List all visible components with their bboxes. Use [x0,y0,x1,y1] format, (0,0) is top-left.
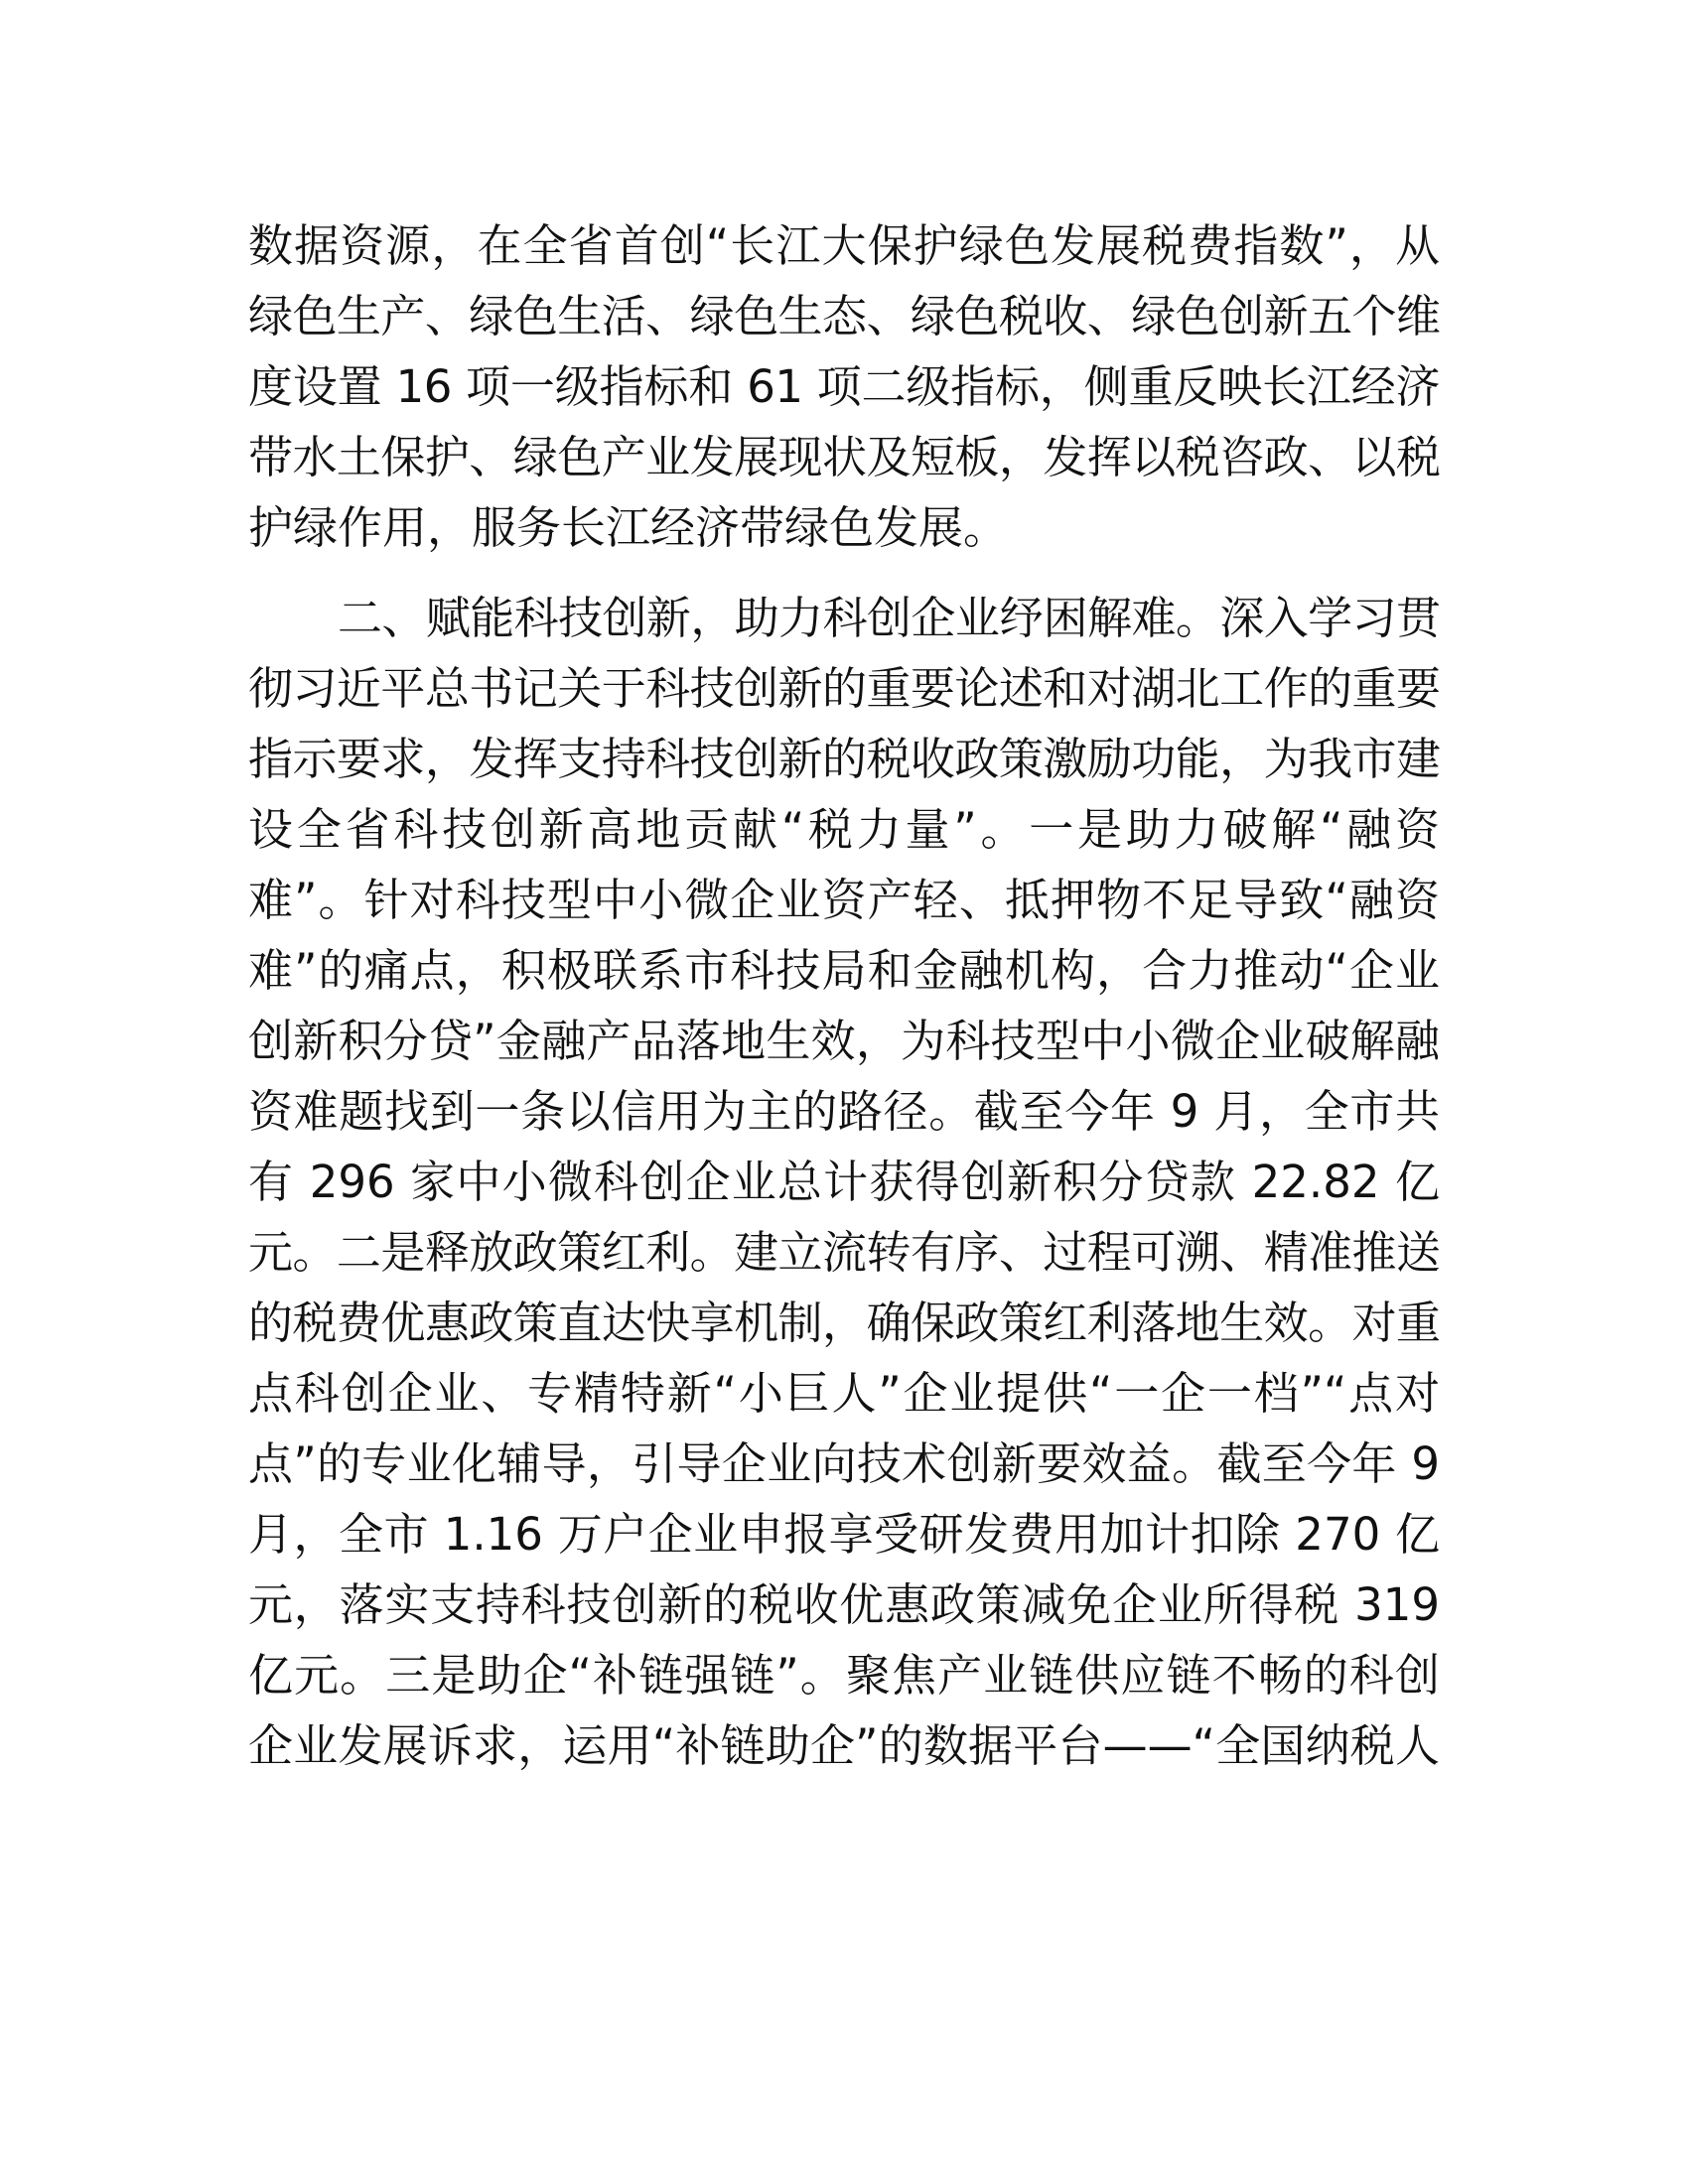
paragraph-spacer [248,563,1440,583]
text-line: 数据资源，在全省首创“长江大保护绿色发展税费指数”，从 [248,219,1440,272]
text-line: 绿色生产、绿色生活、绿色生态、绿色税收、绿色创新五个维 [248,290,1440,342]
paragraph-tech-innovation [248,583,1440,1781]
text-line: 点”的专业化辅导，引导企业向技术创新要效益。截至今年 9 [248,1437,1440,1490]
text-line: 难”。针对科技型中小微企业资产轻、抵押物不足导致“融资 [248,874,1440,926]
text-line: 指示要求，发挥支持科技创新的税收政策激励功能，为我市建 [248,733,1440,785]
text-line: 月，全市 1.16 万户企业申报享受研发费用加计扣除 270 亿 [248,1508,1440,1561]
text-line: 带水土保护、绿色产业发展现状及短板，发挥以税咨政、以税 [248,431,1440,483]
text-line: 点科创企业、专精特新“小巨人”企业提供“一企一档”“点对 [248,1367,1440,1420]
text-line: 创新积分贷”金融产品落地生效，为科技型中小微企业破解融 [248,1015,1440,1067]
text-line: 度设置 16 项一级指标和 61 项二级指标，侧重反映长江经济 [248,360,1440,413]
text-line: 的税费优惠政策直达快享机制，确保政策红利落地生效。对重 [248,1297,1440,1349]
text-line: 设全省科技创新高地贡献“税力量”。一是助力破解“融资 [248,803,1440,856]
text-line: 亿元。三是助企“补链强链”。聚焦产业链供应链不畅的科创 [248,1649,1440,1702]
text-line: 护绿作用，服务长江经济带绿色发展。 [248,501,1009,554]
paragraph-green-development-index [248,210,1440,563]
text-line: 有 296 家中小微科创企业总计获得创新积分贷款 22.82 亿 [248,1156,1440,1208]
text-line: 元。二是释放政策红利。建立流转有序、过程可溯、精准推送 [248,1226,1440,1279]
text-line: 彻习近平总书记关于科技创新的重要论述和对湖北工作的重要 [248,662,1440,715]
text-line: 企业发展诉求，运用“补链助企”的数据平台——“全国纳税人 [248,1719,1440,1772]
text-line-indented: 二、赋能科技创新，助力科创企业纾困解难。深入学习贯 [338,592,1440,644]
document-page [248,210,1440,1781]
text-line: 难”的痛点，积极联系市科技局和金融机构，合力推动“企业 [248,944,1440,997]
text-line: 元，落实支持科技创新的税收优惠政策减免企业所得税 319 [248,1578,1440,1631]
text-line: 资难题找到一条以信用为主的路径。截至今年 9 月，全市共 [248,1085,1440,1138]
